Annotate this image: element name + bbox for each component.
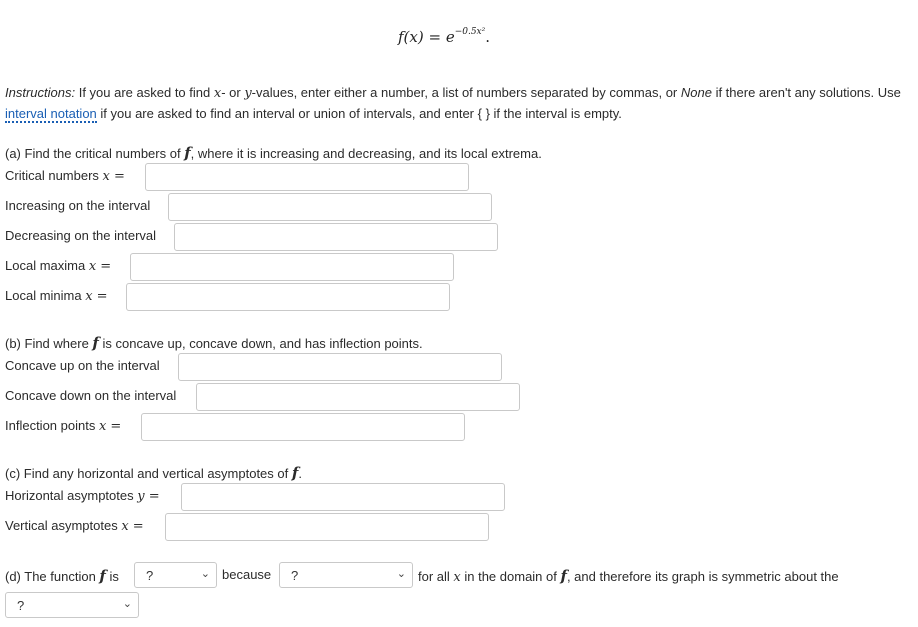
x-equals: x = <box>121 519 144 534</box>
part-a-heading <box>5 144 542 162</box>
select-value: ? <box>17 598 25 613</box>
part-d-text: is <box>105 569 119 584</box>
f-symbol: f <box>291 464 299 482</box>
instructions-text: If you are asked to find <box>75 85 214 100</box>
heading-text: (c) Find any horizontal and vertical asymptotes of <box>5 466 292 481</box>
f-symbol: f <box>92 334 99 352</box>
instructions-y: y <box>244 86 252 101</box>
reason-select[interactable] <box>279 562 413 588</box>
instructions <box>5 83 905 124</box>
part-d-text: in the domain of <box>460 569 561 584</box>
local-maxima-label <box>5 258 111 274</box>
f-symbol: f <box>184 144 191 162</box>
horizontal-asymptotes-label <box>5 488 160 504</box>
local-minima-input[interactable] <box>126 283 450 311</box>
select-value: ? <box>146 568 154 583</box>
part-c-heading <box>5 464 302 482</box>
concave-down-input[interactable] <box>196 383 520 411</box>
concave-down-label: Concave down on the interval <box>5 388 177 403</box>
increasing-interval-input[interactable] <box>168 193 492 221</box>
heading-text: , where it is increasing and decreasing, and its local extrema. <box>190 146 542 161</box>
critical-numbers-input[interactable] <box>145 163 469 191</box>
vertical-asymptotes-input[interactable] <box>165 513 489 541</box>
part-d-text-lead <box>5 567 119 585</box>
heading-text: (b) Find where <box>5 336 93 351</box>
concave-up-input[interactable] <box>178 353 502 381</box>
label-text: Local minima <box>5 288 86 303</box>
heading-text: is concave up, concave down, and has inflection points. <box>98 336 423 351</box>
instructions-text: -values, enter either a number, a list of numbers separated by commas, or <box>251 85 681 100</box>
x-symbol: x <box>453 570 461 585</box>
part-d-text-tail <box>418 567 839 585</box>
chevron-down-icon: ⌄ <box>396 568 406 580</box>
formula-tail: . <box>485 28 491 46</box>
parity-select[interactable] <box>134 562 217 588</box>
symmetry-select[interactable] <box>5 592 139 618</box>
instructions-text: if there aren't any solutions. Use <box>711 85 901 100</box>
critical-numbers-label <box>5 168 125 184</box>
chevron-down-icon: ⌄ <box>122 598 132 610</box>
local-maxima-input[interactable] <box>130 253 454 281</box>
x-equals: x = <box>102 169 125 184</box>
decreasing-interval-input[interactable] <box>174 223 498 251</box>
formula-lhs: f(x) = e <box>398 28 455 46</box>
part-d-text: for all <box>418 569 454 584</box>
inflection-points-input[interactable] <box>141 413 465 441</box>
vertical-asymptotes-label <box>5 518 144 534</box>
interval-notation-link[interactable]: interval notation <box>5 106 97 121</box>
because-label: because <box>222 567 272 582</box>
label-text: Horizontal asymptotes <box>5 488 138 503</box>
instructions-text: if you are asked to find an interval or union of intervals, and enter { } if the interval is empty. <box>96 106 622 121</box>
y-equals: y = <box>137 489 160 504</box>
instructions-lead: Instructions: <box>5 85 76 100</box>
heading-text: (a) Find the critical numbers of <box>5 146 185 161</box>
horizontal-asymptotes-input[interactable] <box>181 483 505 511</box>
part-b-heading <box>5 334 423 352</box>
label-text: Critical numbers <box>5 168 103 183</box>
x-equals: x = <box>88 259 112 274</box>
decreasing-label: Decreasing on the interval <box>5 228 157 243</box>
local-minima-label <box>5 288 108 304</box>
part-d-text: (d) The function <box>5 569 100 584</box>
heading-text: . <box>298 466 302 481</box>
x-equals: x = <box>85 289 108 304</box>
part-d-text: , and therefore its graph is symmetric about the <box>566 569 839 584</box>
concave-up-label: Concave up on the interval <box>5 358 160 373</box>
formula-exponent: −0.5x² <box>454 27 486 37</box>
select-value: ? <box>291 568 299 583</box>
instructions-text: - or <box>221 85 245 100</box>
f-symbol: f <box>560 567 567 585</box>
instructions-x: x <box>213 86 222 101</box>
instructions-none: None <box>680 85 712 100</box>
f-symbol: f <box>99 567 106 585</box>
x-equals: x = <box>98 419 122 434</box>
function-formula <box>398 28 490 46</box>
increasing-label: Increasing on the interval <box>5 198 151 213</box>
chevron-down-icon: ⌄ <box>200 568 210 580</box>
inflection-points-label <box>5 418 121 434</box>
label-text: Local maxima <box>5 258 89 273</box>
label-text: Vertical asymptotes <box>5 518 122 533</box>
label-text: Inflection points <box>5 418 99 433</box>
